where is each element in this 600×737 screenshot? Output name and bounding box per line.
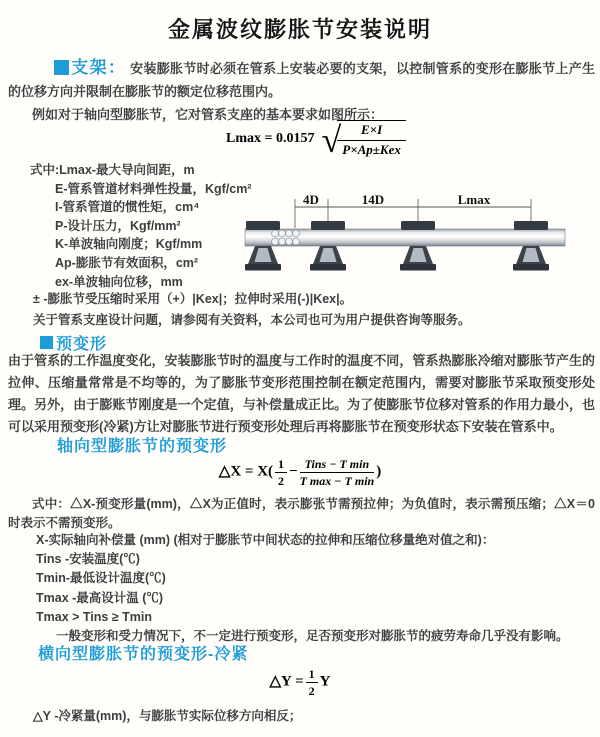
definitions-intro: 式中:Lmax-最大导向间距，m: [30, 163, 195, 177]
page-title: 金属波纹膨胀节安装说明: [167, 17, 432, 42]
support-section-label: 支架：: [71, 58, 127, 77]
definition-item: ex-单波轴向位移，mm: [55, 274, 183, 289]
support-text: 安装膨胀节时必须在管系上安装必要的支架，以控制管系的变形在膨胀节上产生的位移方向并限制在膨胀节的额定位移范围内。: [8, 61, 595, 99]
definition-item: E-管系管道材料弹性投量，Kgf/cm²: [55, 181, 252, 196]
fraction-one-half: [306, 667, 318, 699]
formula-dx-rhs: ): [376, 463, 382, 480]
service-note: 关于管系支座设计问题，请参阅有关资料，本公司也可为用户提供咨询等服务。: [33, 312, 471, 327]
formula-delta-y: [0, 667, 600, 699]
symbol-definitions: [30, 161, 252, 291]
axial-formula-note: 式中：△X-预变形量(mm)，△X为正值时，表示膨张节需预拉伸；为负值时，表示需预压缩；△X＝0时表示不需预变形。: [8, 497, 595, 530]
lateral-section-heading: [38, 641, 248, 664]
formula-dy-rhs: Y: [319, 673, 331, 690]
formula-dy-lhs: △Y =: [269, 673, 304, 690]
axial-definitions: [36, 531, 569, 646]
definition-item: I-管系管道的惯性矩，cm⁴: [55, 200, 200, 215]
fraction-one-half: [275, 457, 287, 489]
fraction-denominator: 2: [308, 684, 315, 699]
axial-heading-label: 轴向型膨胀节的预变形: [57, 438, 228, 455]
definition-item: P-设计压力，Kgf/mm²: [55, 218, 181, 233]
blue-square-icon: [40, 336, 53, 349]
dimension-label-4d: 4D: [303, 192, 319, 207]
preform-heading-label: 预变形: [56, 336, 108, 353]
axial-section-heading: [57, 433, 227, 456]
formula-dx-lhs: △X = X(: [218, 463, 274, 480]
dimension-label-14d: 14D: [361, 192, 385, 207]
pipe-support-diagram: [243, 192, 600, 286]
definition-item: Tins -安装温度(℃): [36, 552, 140, 567]
dimension-labels: [303, 192, 491, 207]
definition-item: Tmax -最高设计温 (℃): [36, 590, 164, 605]
definition-item: Tmax > Tins ≥ Tmin: [36, 609, 153, 624]
fraction-numerator: 1: [306, 667, 318, 683]
fraction-numerator: 1: [275, 457, 287, 473]
support-section: [8, 56, 595, 126]
dimension-label-lmax: Lmax: [457, 192, 491, 207]
definition-notes: [33, 289, 471, 330]
sign-convention-note: ± -膨胀节受压缩时采用（+）|Kex|；拉伸时采用(-)|Kex|。: [33, 292, 353, 306]
formula-delta-x: [0, 457, 600, 489]
blue-square-icon: [54, 60, 69, 75]
sqrt-radical-sign: √: [321, 119, 342, 160]
support-example-text: 例如对于轴向型膨胀节，它对管系支座的基本要求如图所示：: [32, 107, 384, 122]
lateral-heading-label: 横向型膨胀节的预变形-冷紧: [38, 646, 249, 663]
fraction-numerator: Tins − T min: [300, 457, 375, 473]
minus-sign: −: [289, 463, 298, 480]
formula-lmax: [226, 120, 406, 158]
fraction-temperature: [300, 457, 375, 489]
delta-y-note: △Y -冷紧量(mm)，与膨胀节实际位移方向相反；: [33, 709, 302, 723]
fraction-denominator: T max − T min: [299, 474, 375, 489]
formula-lmax-numerator: E×I: [337, 121, 406, 141]
definition-item: X-实际轴向补偿量 (mm) (相对于膨胀节中间状态的拉伸和压缩位移量绝对值之和)：: [36, 533, 495, 547]
definition-item: K-单波轴向刚度；Kgf/mm: [55, 237, 203, 252]
fraction-denominator: 2: [278, 474, 285, 489]
formula-lmax-fraction: [337, 120, 406, 158]
general-note: 一般变形和受力情况下，不一定进行预变形，足否预变形对膨胀节的疲劳寿命几乎没有影响。: [56, 629, 569, 644]
definition-item: Ap-膨胀节有效面积，cm²: [55, 255, 199, 270]
formula-lmax-lhs: Lmax = 0.0157: [226, 131, 315, 146]
formula-lmax-denominator: P×Ap±Kex: [342, 142, 401, 157]
preform-paragraph: 由于管系的工作温度变化，安装膨胀节时的温度与工作时的温度不同，管系热膨胀冷缩对膨胀节产生的拉伸、压缩量常常是不均等的，为了膨胀节变形范围控制在额定范围内，需要对膨胀节采取预变形处理。另外，由于膨账节刚度是一个定值，与补偿量成正比。为了使膨胀节位移对管系的作用力最小，也可以采用预变形(冷紧)方让对膨胀节进行预变形处理后再将膨胀节在预变形状态下安装在管系中。: [8, 353, 595, 434]
definition-item: Tmin-最低设计温度(℃): [36, 571, 166, 586]
support-paragraph: [8, 56, 595, 103]
